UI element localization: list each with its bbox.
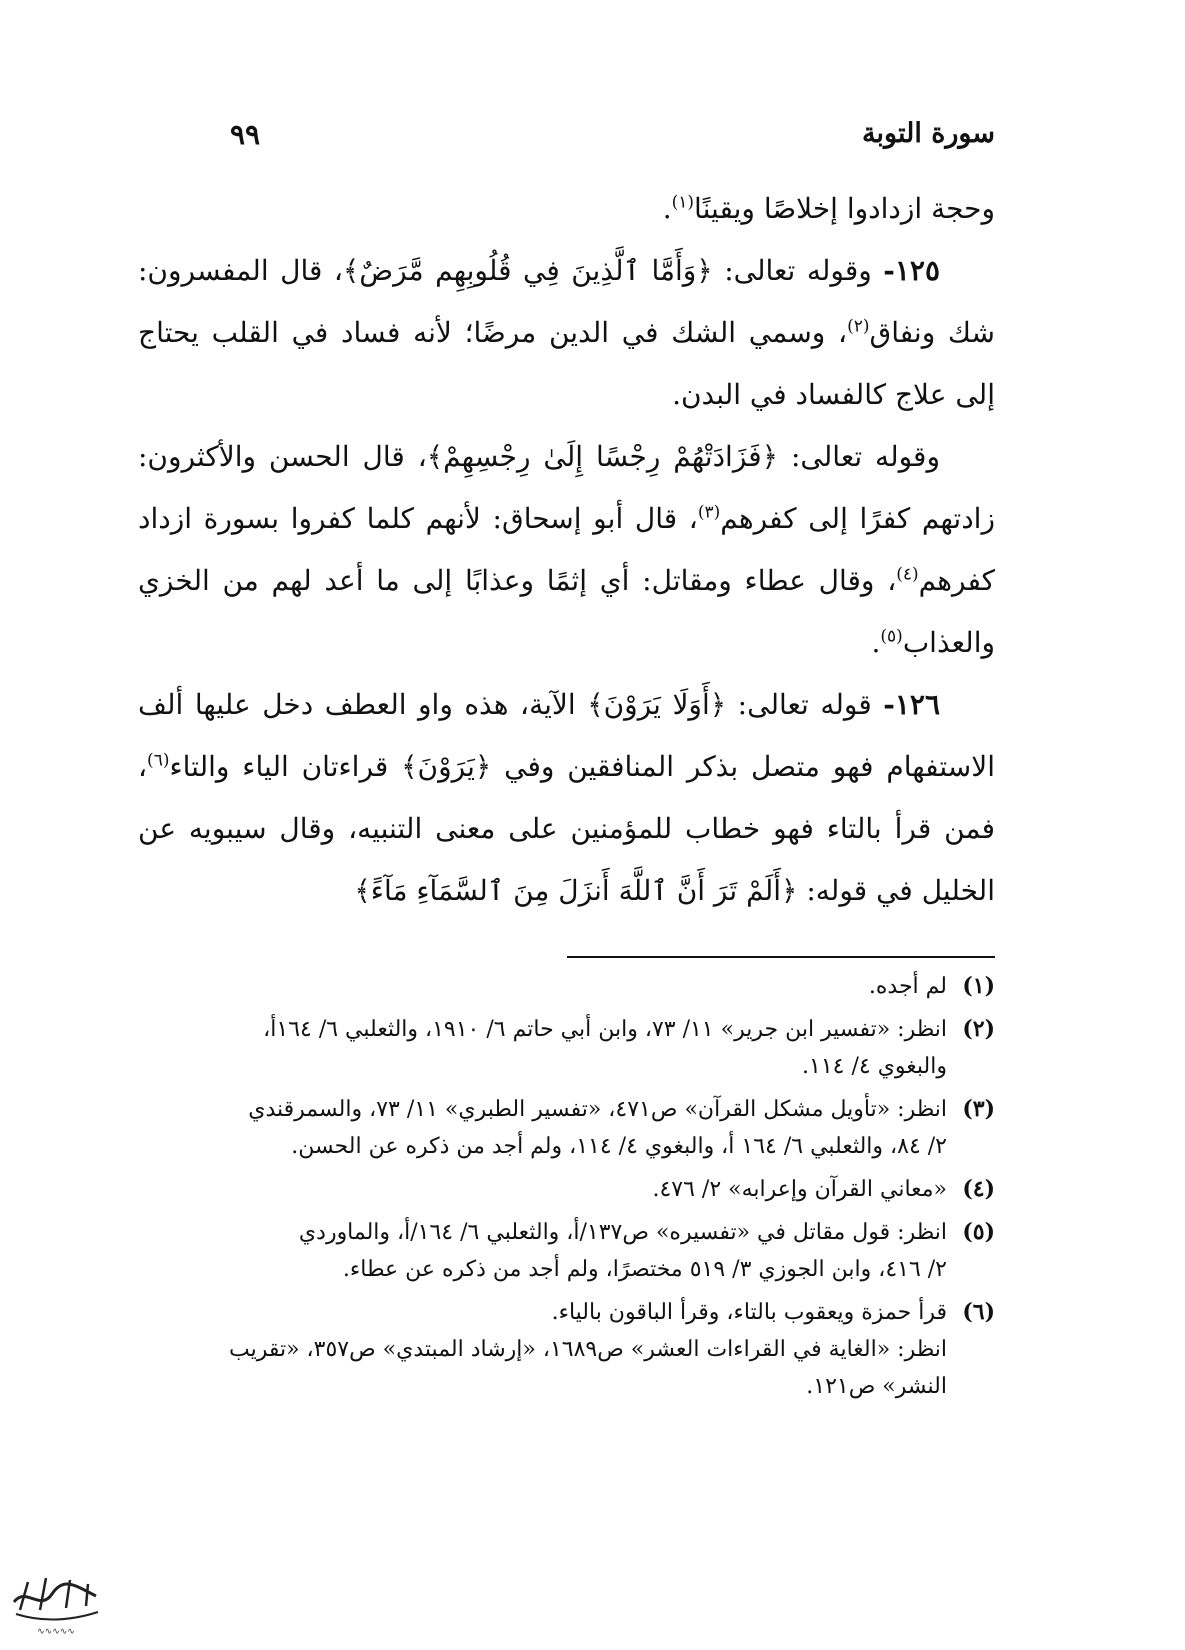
quran-quote: ﴿أَلَمْ تَرَ أَنَّ ٱللَّهَ أَنزَلَ مِنَ ٱلسَّمَآءِ مَآءً﴾ bbox=[354, 874, 798, 907]
footnote-4 bbox=[138, 1171, 995, 1208]
footnote-line: قرأ حمزة ويعقوب بالتاء، وقرأ الباقون بالياء. bbox=[551, 1300, 947, 1325]
footnote-2 bbox=[138, 1011, 995, 1085]
footnote-line: انظر: قول مقاتل في «تفسيره» ص١٣٧/أ، والثعلبي ٦/ ١٦٤/أ، والماوردي bbox=[298, 1220, 947, 1245]
footnote-line: «معاني القرآن وإعرابه» ٢/ ٤٧٦. bbox=[652, 1177, 947, 1202]
footnote-line: انظر: «الغاية في القراءات العشر» ص١٦٨٩، «إرشاد المبتدي» ص٣٥٧، «تقريب bbox=[228, 1337, 947, 1362]
footnote-5 bbox=[138, 1214, 995, 1288]
text-span: . bbox=[662, 192, 672, 225]
paragraph-verse-125-cont bbox=[138, 426, 995, 674]
text-span: ، قال أبو إسحاق: لأنهم كلما كفروا بسورة ازداد كفرهم bbox=[138, 502, 995, 597]
surah-title: سورة التوبة bbox=[862, 118, 995, 149]
paragraph-verse-126 bbox=[138, 674, 995, 922]
footnote-number: (٣) bbox=[962, 1096, 995, 1122]
logo-subtext: ∿∿∿∿∿ bbox=[37, 1627, 75, 1637]
footnote-ref: (٤) bbox=[896, 564, 919, 585]
text-span: ، قال الحسن والأكثرون: زادتهم كفرًا إلى كفرهم bbox=[138, 440, 995, 535]
footnotes bbox=[138, 968, 995, 1411]
footnote-line: والبغوي ٤/ ١١٤. bbox=[802, 1054, 947, 1079]
footnote-1 bbox=[138, 968, 995, 1005]
footnote-ref: (٦) bbox=[147, 750, 170, 771]
quran-quote: ﴿يَرَوْنَ﴾ bbox=[401, 750, 492, 783]
page-header bbox=[200, 118, 995, 162]
text-span: ، قال المفسرون: شك ونفاق bbox=[138, 254, 995, 349]
text-span: وقوله تعالى: bbox=[778, 440, 940, 473]
page-number: ٩٩ bbox=[230, 118, 261, 151]
text-span: وحجة ازدادوا إخلاصًا ويقينًا bbox=[694, 192, 995, 225]
verse-number: ١٢٦- bbox=[883, 688, 941, 721]
quran-quote: ﴿فَزَادَتْهُمْ رِجْسًا إِلَىٰ رِجْسِهِمْ﴾ bbox=[426, 440, 779, 473]
footnote-number: (١) bbox=[962, 973, 995, 999]
publisher-logo bbox=[6, 1556, 104, 1640]
footnote-line: انظر: «تفسير ابن جرير» ١١/ ٧٣، وابن أبي حاتم ٦/ ١٩١٠، والثعلبي ٦/ ١٦٤أ، bbox=[263, 1017, 947, 1042]
verse-number: ١٢٥- bbox=[883, 254, 940, 287]
footnote-number: (٥) bbox=[962, 1219, 995, 1245]
main-text bbox=[138, 178, 995, 922]
footnote-number: (٦) bbox=[962, 1299, 995, 1325]
footnote-number: (٤) bbox=[962, 1176, 995, 1202]
footnote-number: (٢) bbox=[962, 1016, 995, 1042]
footnote-line: ٢/ ٤١٦، وابن الجوزي ٣/ ٥١٩ مختصرًا، ولم أجد من ذكره عن عطاء. bbox=[342, 1257, 947, 1282]
footnote-line: انظر: «تأويل مشكل القرآن» ص٤٧١، «تفسير الطبري» ١١/ ٧٣، والسمرقندي bbox=[248, 1097, 947, 1122]
text-span: ، وقال عطاء ومقاتل: أي إثمًا وعذابًا إلى ما أعد لهم من الخزي والعذاب bbox=[138, 564, 995, 659]
text-span: ، فمن قرأ بالتاء فهو خطاب للمؤمنين على معنى التنبيه، وقال سيبويه عن الخليل في قوله: bbox=[138, 750, 995, 907]
footnote-3 bbox=[138, 1091, 995, 1165]
footnote-line: لم أجده. bbox=[868, 974, 947, 999]
footnote-ref: (٥) bbox=[880, 626, 903, 647]
quran-quote: ﴿وَأَمَّا ٱلَّذِينَ فِي قُلُوبِهِم مَّرَضٌ﴾ bbox=[342, 254, 713, 287]
footnote-line: ٢/ ٨٤، والثعلبي ٦/ ١٦٤ أ، والبغوي ٤/ ١١٤، ولم أجد من ذكره عن الحسن. bbox=[291, 1134, 947, 1159]
text-span: وقوله تعالى: bbox=[712, 254, 884, 287]
footnote-ref: (٣) bbox=[697, 502, 721, 523]
footnote-ref: (١) bbox=[671, 192, 695, 213]
text-span: ، وسمي الشك في الدين مرضًا؛ لأنه فساد في القلب يحتاج إلى علاج كالفساد في البدن. bbox=[138, 316, 995, 411]
footnote-divider bbox=[567, 956, 995, 958]
text-span: قوله تعالى: bbox=[726, 688, 884, 721]
text-span: قراءتان الياء والتاء bbox=[169, 750, 402, 783]
paragraph-1 bbox=[138, 178, 995, 240]
footnote-6 bbox=[138, 1294, 995, 1405]
footnote-line: النشر» ص١٢١. bbox=[806, 1374, 947, 1399]
text-span: . bbox=[871, 626, 881, 659]
quran-quote: ﴿أَوَلَا يَرَوْنَ﴾ bbox=[587, 688, 727, 721]
footnote-ref: (٢) bbox=[847, 316, 870, 337]
paragraph-verse-125 bbox=[138, 240, 995, 426]
text-span: الآية، هذه واو العطف دخل عليها ألف الاستفهام فهو متصل بذكر المنافقين وفي bbox=[138, 688, 995, 783]
